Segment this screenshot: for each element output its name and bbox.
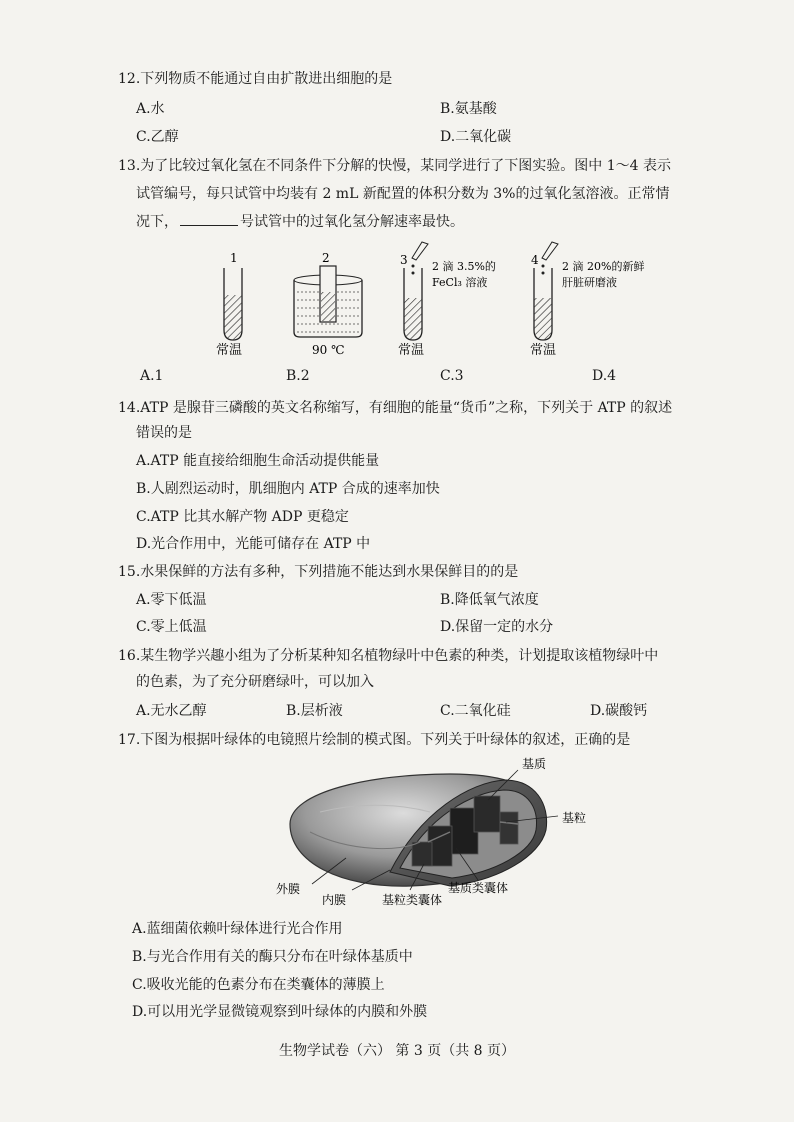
q12-option-d: D.二氧化碳 <box>440 129 512 145</box>
label-inner-membrane: 内膜 <box>322 893 347 907</box>
q12-option-c: C.乙醇 <box>136 129 179 145</box>
q17-option-d: D.可以用光学显微镜观察到叶绿体的内膜和外膜 <box>132 1004 428 1020</box>
q16-option-c: C.二氧化硅 <box>440 703 511 719</box>
q16-stem-line2: 的色素，为了充分研磨绿叶，可以加入 <box>136 674 374 690</box>
q12-option-a: A.水 <box>136 101 165 117</box>
q16-option-a: A.无水乙醇 <box>136 703 207 719</box>
q12-stem: 12.下列物质不能通过自由扩散进出细胞的是 <box>118 71 393 87</box>
tube-4-condition: 常温 <box>530 343 557 358</box>
test-tube-1 <box>216 251 242 358</box>
q16-option-b: B.层析液 <box>286 703 343 719</box>
q13-option-b: B.2 <box>286 368 310 384</box>
page-footer: 生物学试卷（六） 第 3 页（共 8 页） <box>278 1043 516 1059</box>
test-tube-4 <box>530 242 644 358</box>
q14-option-c: C.ATP 比其水解产物 ADP 更稳定 <box>136 509 349 525</box>
q13-stem-line1: 13.为了比较过氧化氢在不同条件下分解的快慢，某同学进行了下图实验。图中 1～4 表示 <box>118 158 671 174</box>
q12-option-b: B.氨基酸 <box>440 101 497 117</box>
chloroplast-diagram <box>260 752 620 910</box>
q14-option-b: B.人剧烈运动时，肌细胞内 ATP 合成的速率加快 <box>136 481 440 497</box>
q13-option-a: A.1 <box>140 368 164 384</box>
answer-blank <box>180 225 238 226</box>
tube-2-condition: 90 ℃ <box>312 343 345 357</box>
tube-3-note-line1: 2 滴 3.5%的 <box>432 260 496 273</box>
q17-option-b: B.与光合作用有关的酶只分布在叶绿体基质中 <box>132 949 413 965</box>
q17-option-a: A.蓝细菌依赖叶绿体进行光合作用 <box>132 921 343 937</box>
label-granum: 基粒 <box>562 811 587 825</box>
q15-option-c: C.零上低温 <box>136 619 207 635</box>
tube-3-condition: 常温 <box>398 343 425 358</box>
q15-option-b: B.降低氧气浓度 <box>440 592 539 608</box>
q13-option-d: D.4 <box>592 368 617 384</box>
tube-3-note-line2: FeCl₃ 溶液 <box>432 276 488 289</box>
q13-stem-line2: 试管编号，每只试管中均装有 2 mL 新配置的体积分数为 3%的过氧化氢溶液。正常情 <box>136 186 670 202</box>
q14-stem-line2: 错误的是 <box>136 425 192 441</box>
q14-option-d: D.光合作用中，光能可储存在 ATP 中 <box>136 536 371 552</box>
q15-option-d: D.保留一定的水分 <box>440 619 554 635</box>
q15-stem: 15.水果保鲜的方法有多种，下列措施不能达到水果保鲜目的的是 <box>118 564 519 580</box>
tube-4-note-line1: 2 滴 20%的新鲜 <box>562 260 645 273</box>
tube-number-1: 1 <box>230 251 238 265</box>
q13-option-c: C.3 <box>440 368 464 384</box>
q13-stem-line3-b: 号试管中的过氧化氢分解速率最快。 <box>240 214 464 230</box>
q14-option-a: A.ATP 能直接给细胞生命活动提供能量 <box>136 453 380 469</box>
chloroplast-body <box>290 774 547 886</box>
tube-number-2: 2 <box>322 251 330 265</box>
q13-stem-line3 <box>136 211 464 231</box>
tube-4-note-line2: 肝脏研磨液 <box>562 276 617 289</box>
label-outer-membrane: 外膜 <box>276 882 301 896</box>
q17-stem: 17.下图为根据叶绿体的电镜照片绘制的模式图。下列关于叶绿体的叙述，正确的是 <box>118 732 631 748</box>
test-tube-figure <box>0 240 794 365</box>
label-stroma: 基质 <box>522 757 547 771</box>
tube-number-3: 3 <box>400 253 408 267</box>
label-stroma-thylakoid: 基质类囊体 <box>448 881 509 895</box>
q13-stem-line3-a: 况下， <box>136 214 178 230</box>
tube-number-4: 4 <box>531 253 539 267</box>
q17-option-c: C.吸收光能的色素分布在类囊体的薄膜上 <box>132 977 385 993</box>
label-granum-thylakoid: 基粒类囊体 <box>382 893 443 907</box>
test-tube-3 <box>398 242 496 358</box>
q14-stem-line1: 14.ATP 是腺苷三磷酸的英文名称缩写，有细胞的能量“货币”之称，下列关于 ATP 的叙述 <box>118 400 673 416</box>
test-tube-2-water-bath <box>294 251 362 357</box>
tube-1-condition: 常温 <box>216 343 243 358</box>
q15-option-a: A.零下低温 <box>136 592 207 608</box>
q16-option-d: D.碳酸钙 <box>590 703 648 719</box>
q16-stem-line1: 16.某生物学兴趣小组为了分析某种知名植物绿叶中色素的种类，计划提取该植物绿叶中 <box>118 648 659 664</box>
